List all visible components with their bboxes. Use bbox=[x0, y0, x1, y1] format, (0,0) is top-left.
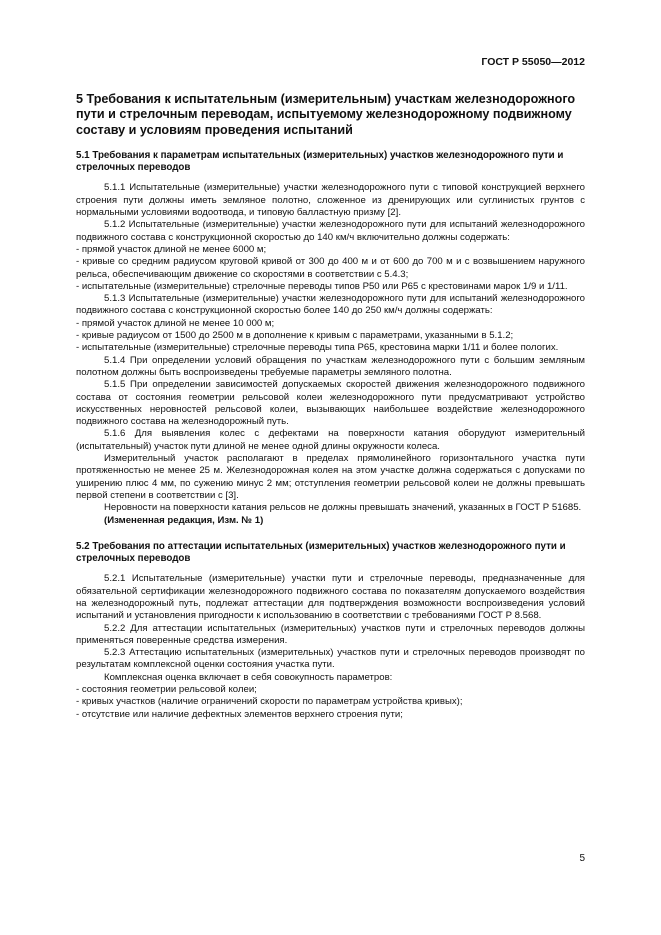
page-number: 5 bbox=[579, 853, 585, 864]
paragraph-5-1-1: 5.1.1 Испытательные (измерительные) участки железнодорожного пути с типовой конструкцией верхнего строения пути должны иметь земляное полотно, сложенное из дренирующих или суглинистых грунтов с нормальными условиями водоотвода, и типовую балластную призму [2]. bbox=[76, 182, 585, 219]
section-5-1-title: 5.1 Требования к параметрам испытательных (измерительных) участков железнодорожного пути и стрелочных переводов bbox=[76, 149, 564, 174]
list-item: - прямой участок длиной не менее 6000 м; bbox=[76, 243, 267, 255]
section-5-2-title: 5.2 Требования по аттестации испытательных (измерительных) участков железнодорожного пути и стрелочных переводов bbox=[76, 540, 566, 565]
paragraph: Неровности на поверхности катания рельсов не должны превышать значений, указанных в ГОСТ Р 51685. bbox=[104, 502, 582, 514]
paragraph-5-2-2: 5.2.2 Для аттестации испытательных (измерительных) участков пути и стрелочных переводов должны применяться поверенные средства измерения. bbox=[76, 622, 585, 646]
paragraph: Комплексная оценка включает в себя совокупность параметров: bbox=[104, 671, 393, 683]
paragraph-5-1-4: 5.1.4 При определении условий обращения по участкам железнодорожного пути с большим земляным полотном должны быть воспроизведены требуемые параметры земляного полотна. bbox=[76, 354, 585, 378]
list-item: - состояния геометрии рельсовой колеи; bbox=[76, 684, 257, 696]
paragraph-5-2-1: 5.2.1 Испытательные (измерительные) участки пути и стрелочные переводы, предназначенные для обязательной сертификации железнодорожного подвижного состава по показателям допускаемого воздействия на железнодорожный путь, подлежат аттестации для подтверждения возможности воспроизведения условий испытаний и установления пригодности к использованию в соответствии с требованиями ГОСТ Р 8.568. bbox=[76, 573, 585, 622]
document-body bbox=[76, 92, 585, 721]
paragraph-5-2-3: 5.2.3 Аттестацию испытательных (измерительных) участков пути и стрелочных переводов производят по результатам комплексной оценки состояния участка пути. bbox=[76, 647, 585, 671]
amendment-note: (Измененная редакция, Изм. № 1) bbox=[104, 514, 264, 526]
list-item: - испытательные (измерительные) стрелочные переводы типов Р50 или Р65 с крестовинами марок 1/9 и 1/11. bbox=[76, 280, 568, 292]
list-item: - отсутствие или наличие дефектных элементов верхнего строения пути; bbox=[76, 708, 403, 720]
list-item: - прямой участок длиной не менее 10 000 м; bbox=[76, 317, 275, 329]
paragraph-5-1-5: 5.1.5 При определении зависимостей допускаемых скоростей движения железнодорожного подвижного состава от состояния геометрии рельсовой колеи железнодорожного пути предусматривают устройство искусственных неровностей рельсовой колеи, вызывающих наибольшее воздействие железнодорожного подвижного состава на железнодорожный путь. bbox=[76, 379, 585, 428]
paragraph-5-1-6: 5.1.6 Для выявления колес с дефектами на поверхности катания оборудуют измерительный (испытательный) участок пути длиной не менее одной длины окружности колеса. bbox=[76, 428, 585, 452]
section-spacer bbox=[76, 527, 585, 541]
paragraph-5-1-3: 5.1.3 Испытательные (измерительные) участки железнодорожного пути для испытаний железнодорожного подвижного состава с конструкционной скоростью более 140 до 250 км/ч должны содержать: bbox=[76, 293, 585, 317]
list-item: - кривые со средним радиусом круговой кривой от 300 до 400 м и от 600 до 700 м и с возвышением наружного рельса, обеспечивающим движение со скоростями в соответствии с 5.4.3; bbox=[76, 256, 585, 280]
list-item: - кривые радиусом от 1500 до 2500 м в дополнение к кривым с параметрами, указанными в 5.1.2; bbox=[76, 330, 514, 342]
paragraph: Измерительный участок располагают в пределах прямолинейного горизонтального участка пути протяженностью не менее 25 м. Железнодорожная колея на этом участке должна содержаться с допусками по уширению плюс 4 мм, по сужению минус 2 мм; отступления геометрии рельсовой колеи не должны превышать первой степени в соответствии с [3]. bbox=[76, 453, 585, 501]
document-number: ГОСТ Р 55050—2012 bbox=[481, 56, 585, 68]
list-item: - кривых участков (наличие ограничений скорости по параметрам устройства кривых); bbox=[76, 696, 463, 708]
paragraph-5-1-2: 5.1.2 Испытательные (измерительные) участки железнодорожного пути для испытаний железнодорожного подвижного состава с конструкционной скоростью до 140 км/ч включительно должны содержать: bbox=[76, 219, 585, 243]
section-5-title: 5 Требования к испытательным (измерительным) участкам железнодорожного пути и стрелочным переводам, испытуемому железнодорожному подвижному составу и условиям проведения испытаний bbox=[76, 92, 576, 137]
list-item: - испытательные (измерительные) стрелочные переводы типа Р65, крестовина марки 1/11 и более пологих. bbox=[76, 342, 559, 354]
